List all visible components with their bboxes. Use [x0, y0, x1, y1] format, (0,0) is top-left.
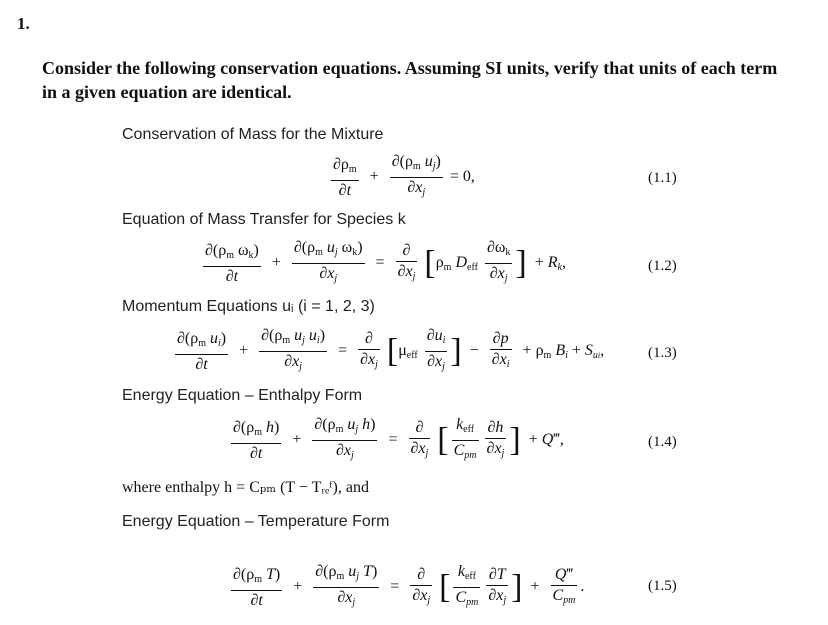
equation-number-1-4: (1.4) [648, 434, 677, 450]
equation-1-2: $\frac{\partial(\rho_m \omega_k)}{\partial t}$ + $\frac{\partial(\rho_m u_j \omega_k)}{\partial x_j}$ = $\frac{\partial}{\partial x_j}$ [$\rho_m$ $D_{eff}$ $\frac{\partial\omega_k}{\partial x_j}$ ] + $R_k$, [205, 239, 566, 285]
equation-number-1-2: (1.2) [648, 258, 677, 274]
equation-1-4: $\frac{\partial(\rho_m h)}{\partial t}$ + $\frac{\partial(\rho_m u_j h)}{\partial x_j}$ = $\frac{\partial}{\partial x_j}$ [ $\frac{k_{eff}}{C_{pm}}$ $\frac{\partial h}{\partial x_j}$ ] + Q‴, [233, 416, 564, 462]
equation-1-1: $\frac{\partial\rho_m}{\partial t}$ + $\frac{\partial(\rho_m u_j)}{\partial x_j}$ = 0, [333, 153, 475, 199]
equation-number-1-3: (1.3) [648, 345, 677, 361]
question-number: 1. [17, 14, 30, 33]
equation-1-3: $\frac{\partial(\rho_m u_i)}{\partial t}$ + $\frac{\partial(\rho_m u_j u_i)}{\partial x_j}$ = $\frac{\partial}{\partial x_j}$ [$\mu_{eff}$ $\frac{\partial u_i}{\partial x_j}$ ] − $\frac{\partial p}{\partial x_i}$ + $\rho_m$ $B_i + S_{ui}$, [177, 327, 605, 373]
equation-1-5: $\frac{\partial(\rho_m T)}{\partial t}$ + $\frac{\partial(\rho_m u_j T)}{\partial x_j}$ = $\frac{\partial}{\partial x_j}$ [ $\frac{k_{eff}}{C_{pm}}$ $\frac{\partial T}{\partial x_j}$ ] + $\frac{Q‴}{C_{pm}}$ . [233, 563, 585, 609]
question-prompt: Consider the following conservation equations. Assuming SI units, verify that units of each term in a given equation are identical. [42, 58, 778, 102]
section-heading-mass: Conservation of Mass for the Mixture [122, 126, 384, 143]
section-heading-temperature: Energy Equation – Temperature Form [122, 513, 390, 530]
section-heading-species: Equation of Mass Transfer for Species k [122, 211, 406, 228]
equation-number-1-5: (1.5) [648, 578, 677, 594]
section-heading-momentum: Momentum Equations uᵢ (i = 1, 2, 3) [122, 298, 375, 315]
enthalpy-definition: where enthalpy h = Cₚₘ (T − Tᵣₑᶠ), and [122, 479, 369, 496]
equation-number-1-1: (1.1) [648, 170, 677, 186]
section-heading-enthalpy: Energy Equation – Enthalpy Form [122, 387, 363, 404]
